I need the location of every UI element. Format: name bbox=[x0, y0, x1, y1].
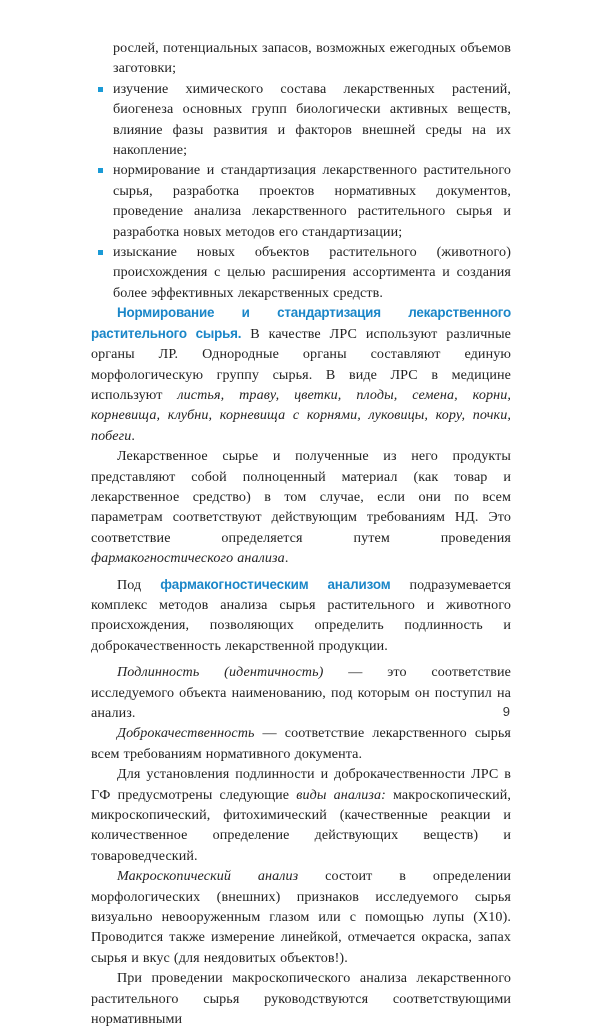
paragraph-analysis-types: Для установления подлинности и доброкачественности ЛРС в ГФ предусмотрены следующие виды анализа: макроскопический, микроскопический, фитохимический (качественные реакции и количественное определение действующих веществ) и товароведческий. bbox=[91, 766, 511, 864]
list-item: рослей, потенциальных запасов, возможных ежегодных объемов заготовки; bbox=[113, 40, 511, 77]
paragraph-quality: Доброкачественность — соответствие лекарственного сырья всем требованиям нормативного документа. bbox=[91, 725, 511, 762]
paragraph-pharmacognostic-definition: Под фармакогностическим анализом подразумевается комплекс методов анализа сырья растительного и животного происхождения, позволяющих определить подлинность и доброкачественность лекарственной продукции. bbox=[91, 576, 512, 654]
page-body bbox=[91, 38, 511, 1030]
bullet-list bbox=[91, 38, 511, 303]
bullet-square-icon bbox=[98, 87, 103, 92]
page-number: 9 bbox=[502, 704, 510, 719]
paragraph-macroscopic-guidance: При проведении макроскопического анализа лекарственного растительного сырья руководствуются соответствующими нормативными bbox=[91, 970, 511, 1028]
paragraph-raw-material: Лекарственное сырье и полученные из него продукты представляют собой полноценный материал (как товар и лекарственное средство) в том случае, если они по всем параметрам соответствуют действующим требованиям НД. Это соответствие определяется путем проведения фармакогностического анализа. bbox=[91, 448, 511, 567]
paragraph-macroscopic: Макроскопический анализ состоит в определении морфологических (внешних) признаков исследуемого сырья визуально невооруженным глазом или с помощью лупы (Х10). Проводится также измерение линейкой, отмечается окраска, запах сырья и вкус (для неядовитых объектов!). bbox=[91, 868, 511, 966]
list-item: нормирование и стандартизация лекарственного растительного сырья, разработка проектов нормативных документов, проведение анализа лекарственного растительного сырья и разработка новых методов его стандартизации; bbox=[91, 160, 511, 242]
bullet-square-icon bbox=[98, 168, 103, 173]
list-item: изучение химического состава лекарственных растений, биогенеза основных групп биологически активных веществ, влияние фазы развития и факторов внешней среды на их накопление; bbox=[91, 79, 511, 161]
paragraph-standardization: Нормирование и стандартизация лекарственного растительного сырья. В качестве ЛРС используют различные органы ЛР. Однородные органы составляют единую морфологическую группу сырья. В виде ЛРС в медицине используют листья, траву, цветки, плоды, семена, корни, корневища, клубни, корневища с корнями, луковицы, кору, почки, побеги. bbox=[91, 305, 511, 444]
key-term: фармакогностическим анализом bbox=[160, 576, 391, 592]
section-heading: Нормирование и стандартизация лекарственного растительного сырья. bbox=[91, 305, 511, 341]
list-item: изыскание новых объектов растительного (животного) происхождения с целью расширения ассортимента и создания более эффективных лекарственных средств. bbox=[91, 242, 511, 303]
organs-list: листья, траву, цветки, плоды, семена, корни, корневища, клубни, корневища с корнями, луковицы, кору, почки, побеги bbox=[91, 386, 511, 444]
paragraph-authenticity: Подлинность (идентичность) — это соответствие исследуемого объекта наименованию, под которым он поступил на анализ. bbox=[91, 664, 511, 721]
bullet-square-icon bbox=[98, 250, 103, 255]
